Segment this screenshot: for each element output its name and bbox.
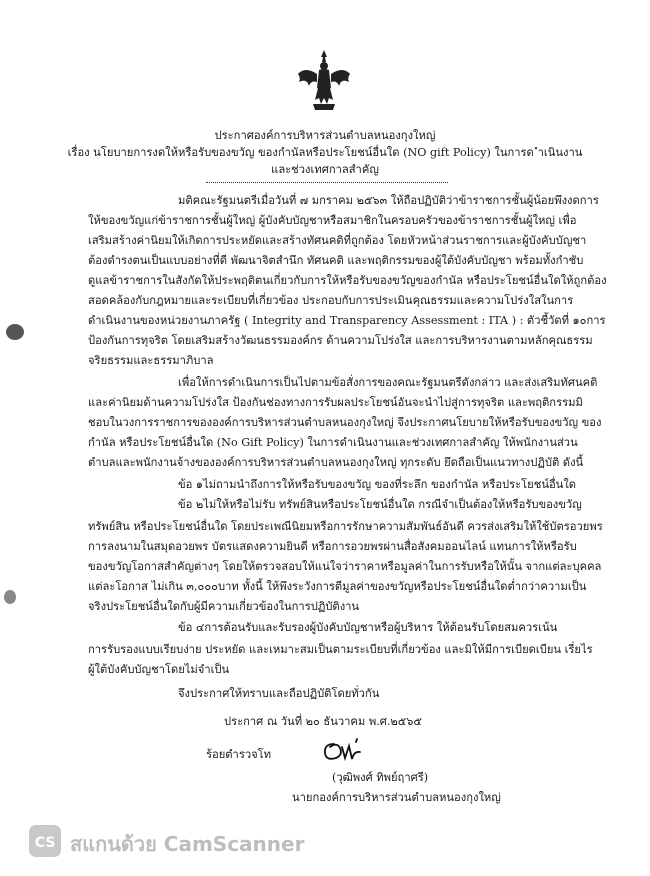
separator-line	[206, 182, 448, 183]
camscanner-text: สแกนด้วย CamScanner	[70, 832, 305, 856]
clause-4: ข้อ ๔การต้อนรับและรับรองผู้บังคับบัญชาหรือผู้บริหาร ให้ต้อนรับโดยสมควรเน้น	[178, 621, 558, 634]
camscanner-logo-icon	[28, 824, 62, 858]
header-subject: เรื่อง นโยบายการงดให้หรือรับของขวัญ ของกำนัลหรือประโยชน์อื่นใด (NO gift Policy) ในการด ำเนินงาน	[67, 146, 583, 159]
body-line: ชอบในวงการราชการขององค์การบริหารส่วนตำบลหนองกุงใหญ่ จึงประกาศนโยบายให้หรือรับของขวัญ ของ	[88, 416, 602, 429]
body-line: สอดคล้องกับกฎหมายและระเบียบที่เกี่ยวข้อง ประกอบกับการประเมินคุณธรรมและความโปร่งใสในการ	[88, 294, 574, 307]
clause-2: ข้อ ๒ไม่ให้หรือไม่รับ ทรัพย์สินหรือประโยชน์อื่นใด กรณีจำเป็นต้องให้หรือรับของขวัญ	[178, 498, 582, 511]
garuda-emblem-icon	[295, 48, 353, 114]
body-line: การรับรองแบบเรียบง่าย ประหยัด และเหมาะสมเป็นตามระเบียบที่เกี่ยวข้อง และมิให้มีการเบียดเบียน เรี่ยไร	[88, 643, 593, 656]
body-line: เพื่อให้การดำเนินการเป็นไปตามข้อสั่งการของคณะรัฐมนตรีดังกล่าว และส่งเสริมทัศนคติ	[178, 376, 598, 389]
body-line: ป้องกันการทุจริต โดยเสริมสร้างวัฒนธรรมองค์กร ด้านความโปร่งใส และการบริหารงานตามหลักคุณธรรม	[88, 334, 593, 347]
camscanner-logo-text: CS	[34, 835, 56, 851]
clause-1: ข้อ ๑ไม่ถามนำถึงการให้หรือรับของขวัญ ของที่ระลึก ของกำนัล หรือประโยชน์อื่นใด	[178, 478, 577, 491]
body-line: การลงนามในสมุดอวยพร บัตรแสดงความยินดี หรือการอวยพรผ่านสื่อสังคมออนไลน์ แทนการให้หรือรับ	[88, 540, 577, 553]
body-line: ดูแลข้าราชการในสังกัดให้ประพฤติตนเกี่ยวกับการให้หรือรับของขวัญของกำนัล หรือประโยชน์อื่นใดให้ถูกต้อง	[88, 274, 607, 287]
body-line: ทรัพย์สิน หรือประโยชน์อื่นใด โดยประเพณีนิยมหรือการรักษาความสัมพันธ์อันดี ควรส่งเสริมให้ใช้บัตรอวยพร	[88, 520, 603, 533]
body-line: จริงประโยชน์อื่นใดกับผู้มีความเกี่ยวข้องในการปฏิบัติงาน	[88, 600, 360, 613]
signature-icon	[316, 734, 374, 768]
signer-rank: ร้อยตำรวจโท	[206, 748, 272, 761]
punch-hole-icon	[4, 590, 16, 604]
body-line: ต้องดำรงตนเป็นแบบอย่างที่ดี พัฒนาจิตสำนึก ทัศนคติ และพฤติกรรมของผู้ใต้บังคับบัญชา พร้อมทั้งกำชับ	[88, 254, 584, 267]
body-line: ดำเนินงานของหน่วยงานภาครัฐ ( Integrity and Transparency Assessment : ITA ) : ตัวชี้วัดที่ ๑๐การ	[88, 314, 606, 327]
punch-hole-icon	[6, 324, 24, 340]
body-line: กำนัล หรือประโยชน์อื่นใด (No Gift Policy) ในการดำเนินงานและช่วงเทศกาลสำคัญ ให้พนักงานส่วน	[88, 436, 578, 449]
body-line: ของขวัญโอกาสสำคัญต่างๆ โดยให้ตรวจสอบให้แน่ใจว่าราคาหรือมูลค่าในการรับหรือให้นั้น จากแต่ละบุคคล	[88, 560, 602, 573]
body-line: และค่านิยมด้านความโปร่งใส ป้องกันช่องทางการรับผลประโยชน์อันจะนำไปสู่การทุจริต และพฤติกรรมมิ	[88, 396, 583, 409]
announcement-date: ประกาศ ณ วันที่ ๒๐ ธันวาคม พ.ศ.๒๕๖๕	[224, 715, 422, 728]
body-line: ให้ของขวัญแก่ข้าราชการชั้นผู้ใหญ่ ผู้บังคับบัญชาหรือสมาชิกในครอบครัวของข้าราชการชั้นผู้ใหญ่ เพื่อ	[88, 214, 577, 227]
body-line: ตำบลและพนักงานจ้างขององค์การบริหารส่วนตำบลหนองกุงใหญ่ ทุกระดับ ยึดถือเป็นแนวทางปฏิบัติ ดังนี้	[88, 456, 584, 469]
body-line: แต่ละโอกาส ไม่เกิน ๓,๐๐๐บาท ทั้งนี้ ให้พึงระวังการตีมูลค่าของขวัญหรือประโยชน์อื่นใดต่ำกว่าความเป็น	[88, 580, 587, 593]
signer-name: (วุฒิพงศ์ ทิพย์ฤาศรี)	[332, 771, 429, 784]
header-subject-cont: และช่วงเทศกาลสำคัญ	[271, 163, 379, 176]
signer-position: นายกองค์การบริหารส่วนตำบลหนองกุงใหญ่	[292, 791, 501, 804]
body-line: เสริมสร้างค่านิยมให้เกิดการประหยัดและสร้างทัศนคติที่ถูกต้อง โดยหัวหน้าส่วนราชการและผู้บังคับบัญชา	[88, 234, 587, 247]
body-line: มติคณะรัฐมนตรีเมื่อวันที่ ๗ มกราคม ๒๕๖๓ ให้ถือปฏิบัติว่าข้าราชการชั้นผู้น้อยพึงงดการ	[178, 194, 599, 207]
body-line: จริยธรรมและธรรมาภิบาล	[88, 354, 214, 367]
header-title: ประกาศองค์การบริหารส่วนตำบลหนองกุงใหญ่	[214, 129, 436, 142]
body-line: ผู้ใต้บังคับบัญชาโดยไม่จำเป็น	[88, 663, 230, 676]
announcement-line: จึงประกาศให้ทราบและถือปฏิบัติโดยทั่วกัน	[178, 687, 380, 700]
